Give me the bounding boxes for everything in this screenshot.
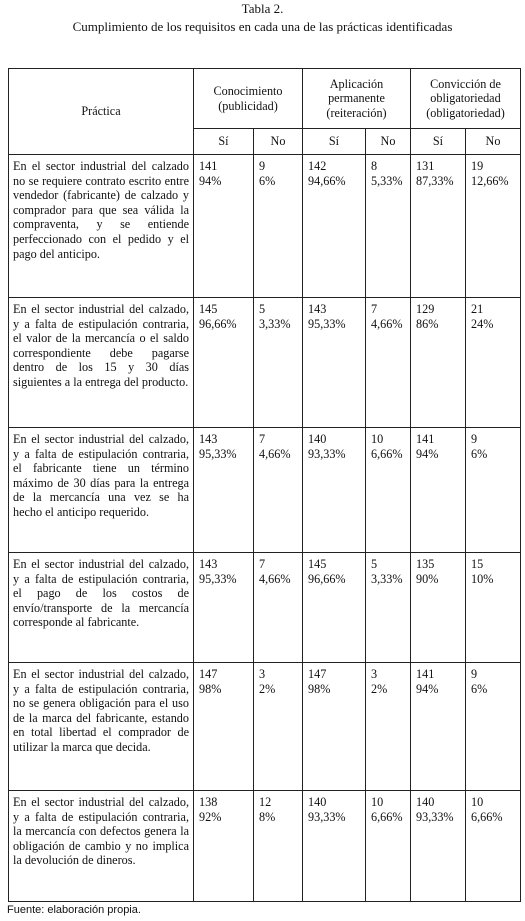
value-cell: 21 24% <box>466 298 521 428</box>
header-conocimiento: Conocimiento (publicidad) <box>194 69 303 129</box>
value-cell: 140 93,33% <box>411 791 466 902</box>
value-cell: 7 4,66% <box>254 553 303 663</box>
value-cell: 140 93,33% <box>303 791 366 902</box>
value-cell: 10 6,66% <box>366 428 411 553</box>
value-cell: 8 5,33% <box>366 155 411 298</box>
table-number: Tabla 2. <box>241 1 284 16</box>
header-aplicacion: Aplicación permanente (reiteración) <box>303 69 411 129</box>
value-cell: 12 8% <box>254 791 303 902</box>
value-cell: 140 93,33% <box>303 428 366 553</box>
value-cell: 9 6% <box>466 428 521 553</box>
value-cell: 7 4,66% <box>366 298 411 428</box>
value-cell: 7 4,66% <box>254 428 303 553</box>
value-cell: 15 10% <box>466 553 521 663</box>
table-row <box>9 553 521 663</box>
value-cell: 147 98% <box>303 663 366 791</box>
table-row <box>9 791 521 902</box>
header-yes: Sí <box>194 129 254 155</box>
header-yes: Sí <box>303 129 366 155</box>
practice-cell: En el sector industrial del calzado, y a falta de estipulación contraria, el valor de la mercancía o el saldo correspondiente debe pagarse dentro de los 15 y 30 días siguientes a la entrega del producto. <box>9 298 194 428</box>
value-cell: 19 12,66% <box>466 155 521 298</box>
value-cell: 9 6% <box>254 155 303 298</box>
compliance-table <box>8 68 521 902</box>
value-cell: 138 92% <box>194 791 254 902</box>
table-row <box>9 298 521 428</box>
practice-cell: En el sector industrial del calzado, y a falta de estipulación contraria, el pago de los costos de envío/transporte de la mercancía corresponde al fabricante. <box>9 553 194 663</box>
header-no: No <box>466 129 521 155</box>
header-no: No <box>366 129 411 155</box>
practice-cell: En el sector industrial del calzado no se requiere contrato escrito entre vendedor (fabricante) de calzado y comprador para que sea válida la compraventa, y se entiende perfeccionado con el pedido y el pago del anticipo. <box>9 155 194 298</box>
value-cell: 143 95,33% <box>303 298 366 428</box>
practice-cell: En el sector industrial del calzado, y a falta de estipulación contraria, la mercancía con defectos genera la obligación de cambio y no implica la devolución de dineros. <box>9 791 194 902</box>
table-row <box>9 155 521 298</box>
value-cell: 147 98% <box>194 663 254 791</box>
value-cell: 3 2% <box>254 663 303 791</box>
value-cell: 141 94% <box>194 155 254 298</box>
value-cell: 131 87,33% <box>411 155 466 298</box>
header-conviccion: Convicción de obligatoriedad (obligatoriedad) <box>411 69 521 129</box>
value-cell: 5 3,33% <box>366 553 411 663</box>
source-footnote: Fuente: elaboración propia. <box>7 904 141 916</box>
value-cell: 135 90% <box>411 553 466 663</box>
value-cell: 3 2% <box>366 663 411 791</box>
value-cell: 141 94% <box>411 663 466 791</box>
value-cell: 129 86% <box>411 298 466 428</box>
value-cell: 145 96,66% <box>194 298 254 428</box>
header-practice: Práctica <box>9 69 194 155</box>
value-cell: 143 95,33% <box>194 553 254 663</box>
practice-cell: En el sector industrial del calzado, y a falta de estipulación contraria, no se genera obligación para el uso de la marca del fabricante, estando en total libertad el comprador de utilizar la marca que decida. <box>9 663 194 791</box>
value-cell: 5 3,33% <box>254 298 303 428</box>
value-cell: 142 94,66% <box>303 155 366 298</box>
value-cell: 9 6% <box>466 663 521 791</box>
value-cell: 10 6,66% <box>466 791 521 902</box>
header-yes: Sí <box>411 129 466 155</box>
practice-cell: En el sector industrial del calzado, y a falta de estipulación contraria, el fabricante tiene un término máximo de 30 días para la entrega de la mercancía una vez se ha hecho el anticipo requerido. <box>9 428 194 553</box>
value-cell: 141 94% <box>411 428 466 553</box>
header-no: No <box>254 129 303 155</box>
value-cell: 143 95,33% <box>194 428 254 553</box>
table-row <box>9 428 521 553</box>
table-row <box>9 663 521 791</box>
table-title: Cumplimiento de los requisitos en cada una de las prácticas identificadas <box>72 19 453 34</box>
value-cell: 10 6,66% <box>366 791 411 902</box>
value-cell: 145 96,66% <box>303 553 366 663</box>
